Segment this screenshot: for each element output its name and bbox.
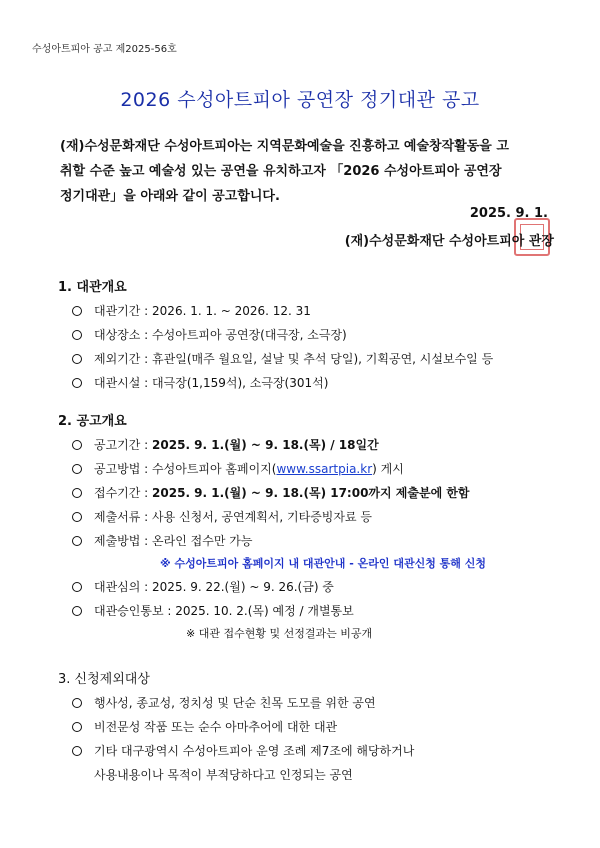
list-item <box>72 460 404 477</box>
intro-paragraph <box>60 134 560 209</box>
homepage-link[interactable]: www.ssartpia.kr <box>276 462 373 476</box>
bullet-circle-icon <box>72 606 82 616</box>
bullet-circle-icon <box>72 512 82 522</box>
bullet-circle-icon <box>72 582 82 592</box>
notice-date: 2025. 9. 1. <box>469 206 548 221</box>
section1-title: 1. 대관개요 <box>58 280 127 295</box>
list-item-text: 제출방법 : 온라인 접수만 가능 <box>94 534 253 548</box>
list-item-text: 대관승인통보 : 2025. 10. 2.(목) 예정 / 개별통보 <box>94 604 354 618</box>
method-prefix: 공고방법 : 수성아트피아 홈페이지( <box>94 462 277 476</box>
list-item-text: 대상장소 : 수성아트피아 공연장(대극장, 소극장) <box>94 328 347 342</box>
list-item <box>72 350 493 367</box>
list-item <box>72 484 470 501</box>
list-item-text: 기타 대구광역시 수성아트피아 운영 조례 제7조에 해당하거나 <box>94 744 415 758</box>
submit-note: ※ 수성아트피아 홈페이지 내 대관안내 - 온라인 대관신청 통해 신청 <box>160 557 486 570</box>
list-item-text: 행사성, 종교성, 정치성 및 단순 친목 도모를 위한 공연 <box>94 696 376 710</box>
list-item <box>72 508 372 525</box>
list-item <box>72 374 328 391</box>
bullet-circle-icon <box>72 330 82 340</box>
approval-note: ※ 대관 접수현황 및 선정결과는 비공개 <box>186 627 373 640</box>
document-number: 수성아트피아 공고 제2025-56호 <box>32 44 177 55</box>
section3-title: 3. 신청제외대상 <box>58 672 150 687</box>
list-item-text: 대관시설 : 대극장(1,159석), 소극장(301석) <box>94 376 329 390</box>
list-item <box>72 602 354 619</box>
bullet-circle-icon <box>72 354 82 364</box>
bullet-circle-icon <box>72 306 82 316</box>
period-value: 2025. 9. 1.(월) ~ 9. 18.(목) / 18일간 <box>152 438 379 452</box>
bullet-circle-icon <box>72 378 82 388</box>
intro-line: (재)수성문화재단 수성아트피아는 지역문화예술을 진흥하고 예술창작활동을 고 <box>60 139 509 154</box>
list-item <box>72 578 334 595</box>
bullet-circle-icon <box>72 698 82 708</box>
bullet-circle-icon <box>72 488 82 498</box>
bullet-circle-icon <box>72 722 82 732</box>
issuing-organization: (재)수성문화재단 수성아트피아 관장 <box>344 234 554 249</box>
page-title: 2026 수성아트피아 공연장 정기대관 공고 <box>120 89 480 111</box>
intro-line: 취할 수준 높고 예술성 있는 공연을 유치하고자 「2026 수성아트피아 공연장 <box>60 164 502 179</box>
list-item <box>72 718 337 735</box>
list-item-text: 대관심의 : 2025. 9. 22.(월) ~ 9. 26.(금) 중 <box>94 580 334 594</box>
receipt-value: 2025. 9. 1.(월) ~ 9. 18.(목) 17:00까지 제출분에 한함 <box>152 486 470 500</box>
intro-line: 정기대관」을 아래와 같이 공고합니다. <box>60 189 280 204</box>
list-item-text: 제외기간 : 휴관일(매주 월요일, 설날 및 추석 당일), 기획공연, 시설보수일 등 <box>94 352 494 366</box>
list-item-text: 비전문성 작품 또는 순수 아마추어에 대한 대관 <box>94 720 338 734</box>
list-item-text: 제출서류 : 사용 신청서, 공연계획서, 기타증빙자료 등 <box>94 510 372 524</box>
bullet-circle-icon <box>72 440 82 450</box>
list-item <box>72 694 376 711</box>
list-item-text: 대관기간 : 2026. 1. 1. ~ 2026. 12. 31 <box>94 304 311 318</box>
bullet-circle-icon <box>72 746 82 756</box>
list-item <box>72 326 347 343</box>
bullet-circle-icon <box>72 536 82 546</box>
period-label: 공고기간 : <box>94 438 153 452</box>
list-item <box>72 436 379 453</box>
section2-title: 2. 공고개요 <box>58 414 127 429</box>
method-suffix: ) 게시 <box>372 462 404 476</box>
list-item <box>72 302 311 319</box>
receipt-label: 접수기간 : <box>94 486 153 500</box>
bullet-circle-icon <box>72 464 82 474</box>
list-item <box>72 532 252 549</box>
list-item-continuation: 사용내용이나 목적이 부적당하다고 인정되는 공연 <box>94 768 353 782</box>
list-item <box>72 742 414 759</box>
